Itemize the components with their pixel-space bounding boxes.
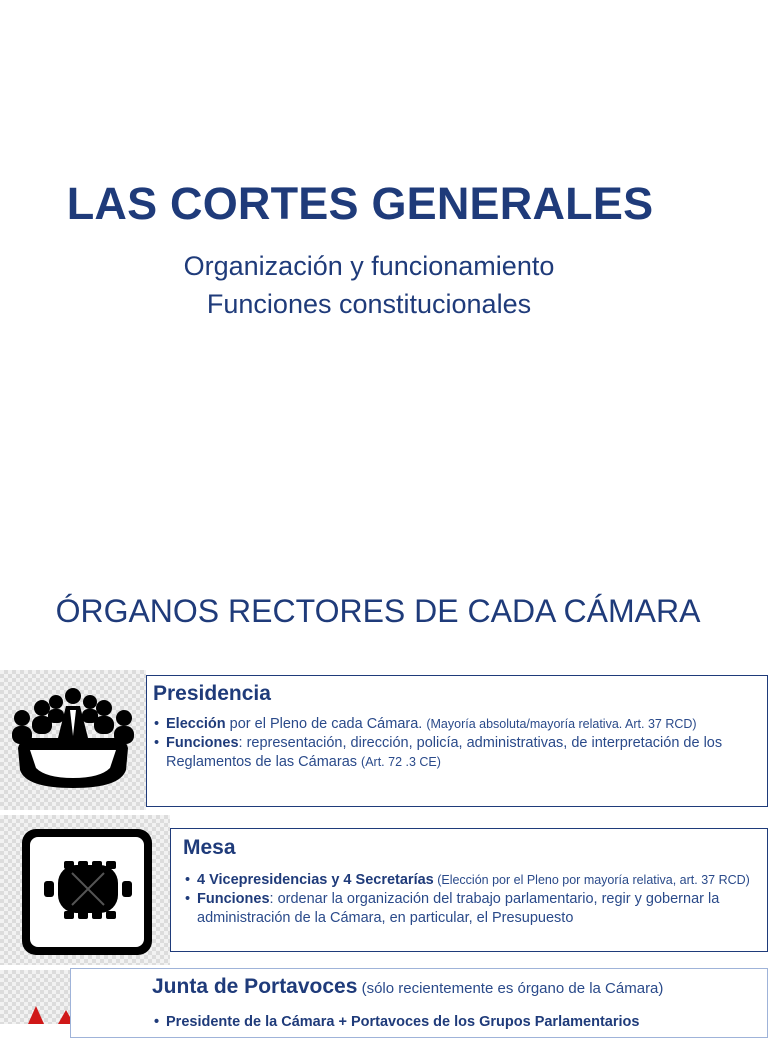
list-item <box>183 890 763 928</box>
list-item: • Presidente de la Cámara + Portavoces de los Grupos Parlamentarios <box>152 1013 763 1032</box>
meeting-table-icon <box>0 815 170 965</box>
subtitle-organization: Organización y funcionamiento <box>183 251 555 281</box>
presidencia-heading: Presidencia <box>153 682 271 705</box>
list-item <box>152 734 763 772</box>
junta-heading-note: (sólo recientemente es órgano de la Cámara) <box>357 980 664 997</box>
section-title: ÓRGANOS RECTORES DE CADA CÁMARA <box>55 593 701 629</box>
list-item <box>183 871 763 890</box>
mesa-heading: Mesa <box>183 836 236 859</box>
bullet-text: : ordenar la organización del trabajo parlamentario, regir y gobernar la administración de la Cámara, en particular, el Presupuesto <box>197 891 720 926</box>
bullet-text: : representación, dirección, policía, administrativas, de interpretación de los Reglamentos de las Cámaras <box>166 735 723 770</box>
bullet-bold: Elección <box>166 716 226 732</box>
bullet-note: (Elección por el Pleno por mayoría relativa, art. 37 RCD) <box>433 873 750 887</box>
assembly-people-icon <box>0 670 146 810</box>
bullet-note: (Art. 72 .3 CE) <box>361 755 441 769</box>
bullet-bold: 4 Vicepresidencias y 4 Secretarías <box>197 872 434 888</box>
bullet-bold: Funciones <box>197 891 270 907</box>
presidencia-box <box>146 675 768 807</box>
mesa-list <box>183 871 763 928</box>
page-title: LAS CORTES GENERALES <box>66 178 654 229</box>
presidencia-list <box>152 715 763 772</box>
mesa-icon-panel <box>0 815 170 965</box>
bullet-bold: Funciones <box>166 735 239 751</box>
subtitle-functions: Funciones constitucionales <box>206 289 532 319</box>
presidencia-icon-panel <box>0 670 146 810</box>
junta-heading-row <box>152 975 767 999</box>
bullet-text: por el Pleno de cada Cámara. <box>225 716 427 732</box>
mesa-box <box>170 828 768 952</box>
bullet-note: (Mayoría absoluta/mayoría relativa. Art. 37 RCD) <box>426 717 697 731</box>
junta-box <box>70 968 768 1038</box>
list-item <box>152 715 763 734</box>
junta-heading: Junta de Portavoces <box>152 975 358 998</box>
junta-list <box>152 1013 763 1032</box>
